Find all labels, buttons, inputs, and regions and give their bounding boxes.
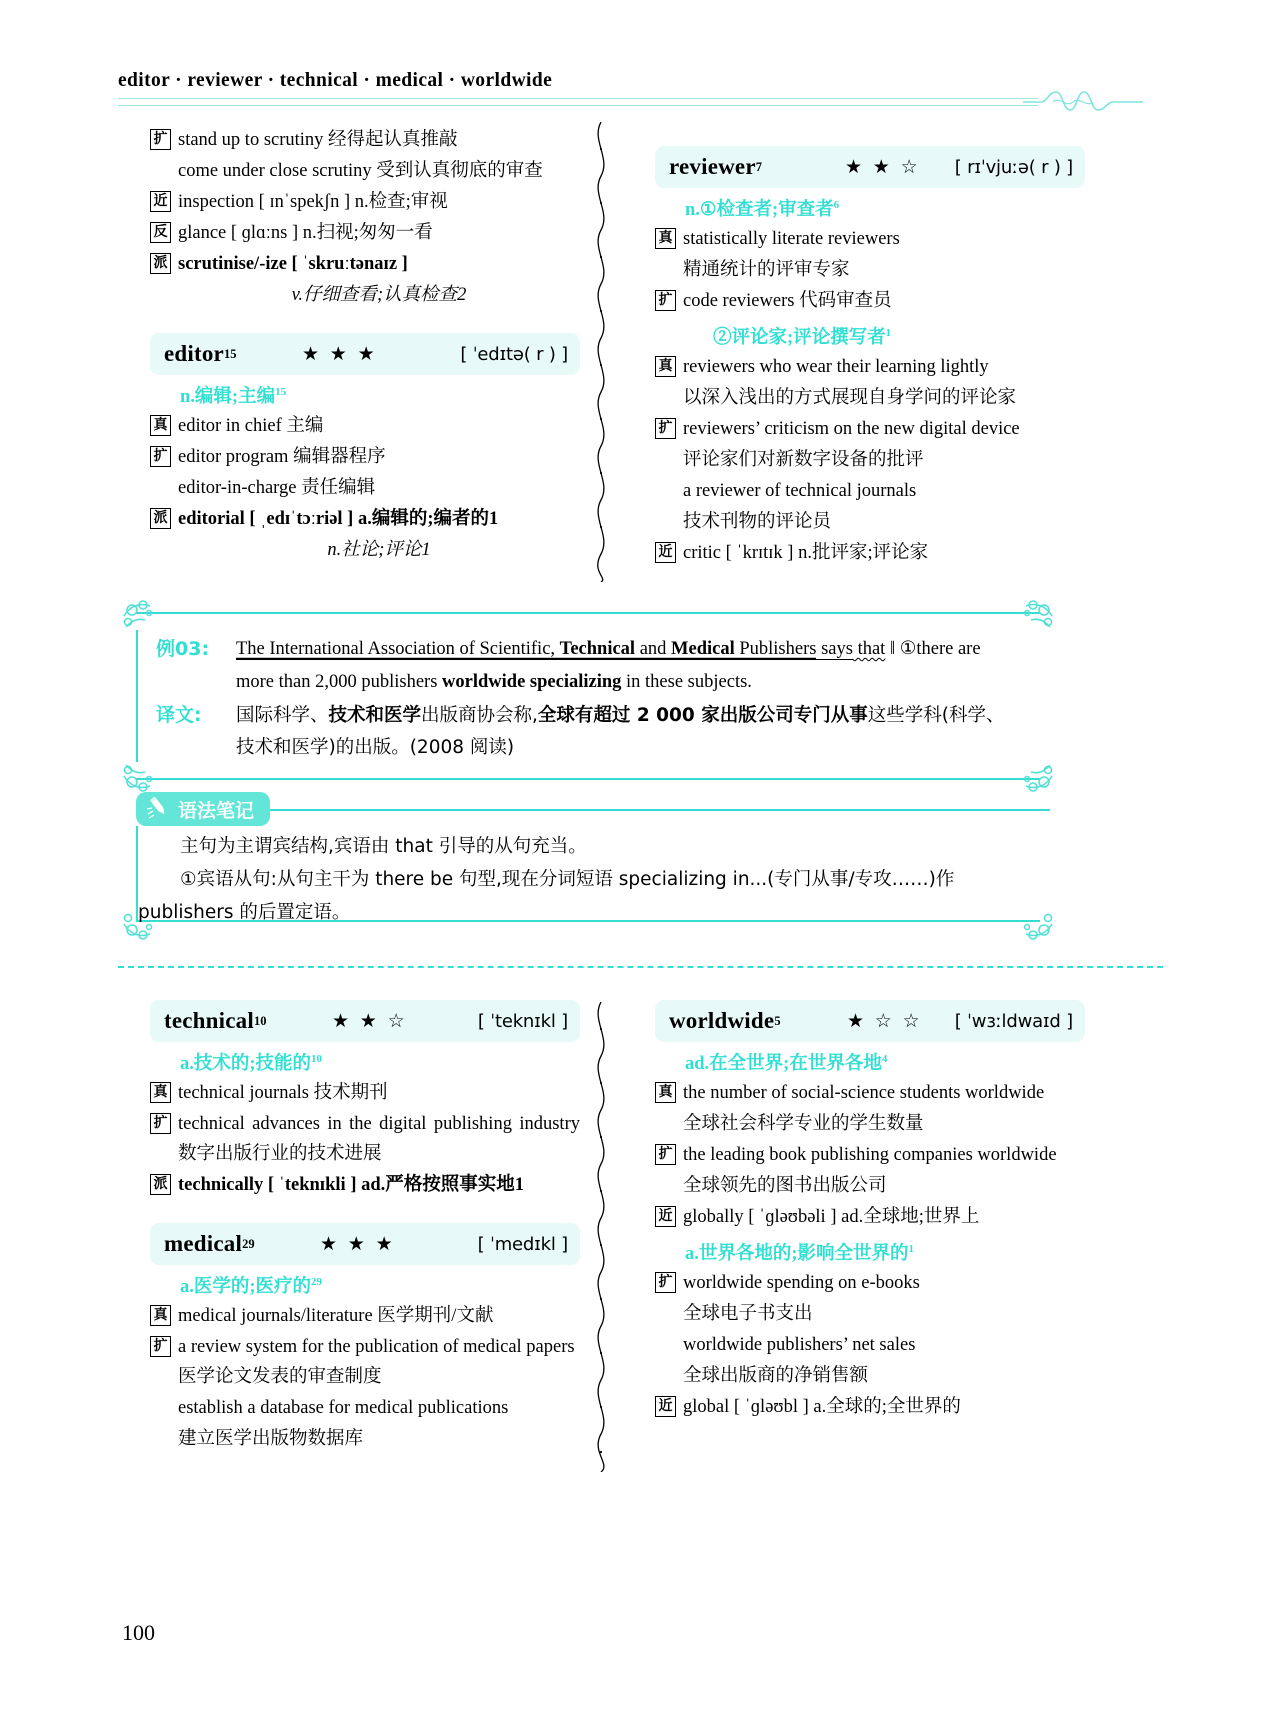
difficulty-stars: ★ ★ ☆ bbox=[845, 156, 921, 178]
definition-superscript: 29 bbox=[311, 1275, 323, 1288]
example-row bbox=[150, 411, 580, 441]
definition-text: a.世界各地的;影响全世界的 bbox=[685, 1244, 909, 1264]
difficulty-stars: ★ ★ ★ bbox=[320, 1233, 396, 1255]
example-row bbox=[150, 1170, 580, 1200]
grammar-note-box bbox=[118, 792, 1058, 944]
tag-synonym: 近 bbox=[655, 1206, 676, 1227]
definition-text: a.医学的;医疗的 bbox=[180, 1277, 312, 1297]
left-column-bottom bbox=[150, 1000, 580, 1455]
example-box-bottom-border bbox=[136, 778, 1040, 780]
example-row bbox=[655, 1109, 1085, 1139]
example-row bbox=[655, 1361, 1085, 1391]
example-label: 例03: bbox=[156, 638, 210, 660]
row-text: 评论家们对新数字设备的批评 bbox=[683, 450, 924, 470]
tag-synonym: 近 bbox=[150, 191, 171, 212]
row-text: editor program 编辑器程序 bbox=[178, 447, 386, 467]
row-text: reviewers who wear their learning lightly bbox=[683, 357, 989, 377]
entry-worldwide bbox=[655, 1000, 1085, 1422]
tag-derivative: 派 bbox=[150, 253, 171, 274]
row-text: global [ ˈɡləʊbl ] a.全球的;全世界的 bbox=[683, 1397, 961, 1417]
grammar-note-line-2: ①宾语从句:从句主干为 there be 句型,现在分词短语 specializing in...(专门从事/专攻……)作 bbox=[180, 869, 955, 890]
sense-definition bbox=[685, 195, 1085, 221]
row-text: editor in chief 主编 bbox=[178, 416, 324, 436]
sense-definition bbox=[180, 1272, 580, 1298]
example-row bbox=[150, 280, 580, 310]
grammar-note-body bbox=[138, 830, 1038, 929]
tag-synonym: 近 bbox=[655, 1396, 676, 1417]
example-row bbox=[655, 1392, 1085, 1422]
tag-derivative: 派 bbox=[150, 508, 171, 529]
example-row bbox=[655, 1140, 1085, 1170]
example-row bbox=[655, 538, 1085, 568]
example-row bbox=[655, 1202, 1085, 1232]
definition-superscript: 15 bbox=[275, 385, 287, 398]
row-text: 以深入浅出的方式展现自身学问的评论家 bbox=[683, 388, 1017, 408]
example-row bbox=[655, 352, 1085, 382]
example-row bbox=[655, 286, 1085, 316]
phonetic-transcription: [ ˈmedɪkl ] bbox=[477, 1233, 568, 1255]
example-row bbox=[655, 1299, 1085, 1329]
definition-superscript: 1 bbox=[885, 326, 892, 339]
example-row bbox=[150, 1301, 580, 1331]
row-text: 全球出版商的净销售额 bbox=[683, 1366, 869, 1386]
tag-derivative: 派 bbox=[150, 1174, 171, 1195]
example-row bbox=[150, 504, 580, 534]
example-row bbox=[150, 442, 580, 472]
left-column-top bbox=[150, 124, 580, 566]
tag-expand: 扩 bbox=[150, 129, 171, 150]
headword-bar-medical bbox=[150, 1223, 580, 1265]
example-row bbox=[150, 1393, 580, 1423]
example-verb: says bbox=[816, 639, 853, 659]
tag-authentic: 真 bbox=[150, 415, 171, 436]
example-row bbox=[150, 218, 580, 248]
example-row bbox=[150, 187, 580, 217]
definition-text: n.①检查者;审查者 bbox=[685, 200, 834, 220]
phonetic-transcription: [ ˈwɜːldwaɪd ] bbox=[954, 1010, 1073, 1032]
headword-text: reviewer bbox=[669, 154, 756, 179]
headword-bar-reviewer bbox=[655, 146, 1085, 188]
tag-authentic: 真 bbox=[150, 1305, 171, 1326]
example-row bbox=[655, 414, 1085, 444]
row-text: critic [ ˈkrɪtɪk ] n.批评家;评论家 bbox=[683, 543, 929, 563]
right-column-top bbox=[655, 146, 1085, 569]
entry-reviewer bbox=[655, 146, 1085, 568]
row-text: 建立医学出版物数据库 bbox=[178, 1429, 364, 1449]
difficulty-stars: ★ ★ ★ bbox=[302, 343, 378, 365]
tag-expand: 扩 bbox=[655, 1144, 676, 1165]
headword-bar-worldwide bbox=[655, 1000, 1085, 1042]
grammar-note-line-3: publishers 的后置定语。 bbox=[138, 902, 351, 923]
headword-text: medical bbox=[164, 1231, 243, 1256]
row-text: come under close scrutiny 受到认真彻底的审查 bbox=[178, 161, 543, 181]
definition-superscript: 4 bbox=[881, 1052, 888, 1065]
row-text: v.仔细查看;认真检查2 bbox=[291, 285, 467, 305]
phonetic-transcription: [ ˈteknɪkl ] bbox=[477, 1010, 568, 1032]
definition-superscript: 1 bbox=[908, 1242, 915, 1255]
example-row bbox=[150, 1078, 580, 1108]
example-row bbox=[150, 535, 580, 565]
row-text: worldwide spending on e-books bbox=[683, 1273, 920, 1293]
example-box bbox=[118, 612, 1058, 780]
right-column-bottom bbox=[655, 1000, 1085, 1423]
definition-text: ad.在全世界;在世界各地 bbox=[685, 1054, 882, 1074]
example-row bbox=[150, 473, 580, 503]
row-text: technical advances in the digital publishing industry 数字出版行业的技术进展 bbox=[178, 1114, 580, 1164]
headword-text: technical bbox=[164, 1008, 254, 1033]
row-text: statistically literate reviewers bbox=[683, 229, 900, 249]
headword-superscript: 15 bbox=[223, 346, 237, 361]
row-text: a review system for the publication of medical papers 医学论文发表的审查制度 bbox=[178, 1337, 575, 1387]
example-row bbox=[655, 476, 1085, 506]
tag-authentic: 真 bbox=[655, 1082, 676, 1103]
tag-expand: 扩 bbox=[150, 1113, 171, 1134]
example-row bbox=[150, 1332, 580, 1392]
translation-label: 译文: bbox=[156, 704, 202, 726]
row-text: scrutinise/-ize [ ˈskruːtənaɪz ] bbox=[178, 254, 408, 274]
example-subject-clause: The International Association of Scientific, Technical and Medical Publishers bbox=[236, 639, 817, 659]
entry-editor bbox=[150, 333, 580, 565]
example-row bbox=[655, 1078, 1085, 1108]
example-row bbox=[150, 156, 580, 186]
tag-authentic: 真 bbox=[655, 228, 676, 249]
example-row bbox=[655, 383, 1085, 413]
tag-authentic: 真 bbox=[655, 356, 676, 377]
row-text: worldwide publishers’ net sales bbox=[683, 1335, 916, 1355]
row-text: technical journals 技术期刊 bbox=[178, 1083, 388, 1103]
headword-superscript: 10 bbox=[253, 1013, 267, 1028]
row-text: 技术刊物的评论员 bbox=[683, 512, 832, 532]
sense-definition bbox=[180, 1049, 580, 1075]
row-text: establish a database for medical publications bbox=[178, 1398, 509, 1418]
header-rule bbox=[118, 98, 1038, 106]
entry-technical bbox=[150, 1000, 580, 1200]
sense-definition bbox=[685, 1049, 1085, 1075]
example-row bbox=[655, 1268, 1085, 1298]
row-text: globally [ ˈɡləʊbəli ] ad.全球地;世界上 bbox=[683, 1207, 980, 1227]
row-text: inspection [ ɪnˈspekʃn ] n.检查;审视 bbox=[178, 192, 448, 212]
sense-definition bbox=[180, 382, 580, 408]
example-row bbox=[655, 224, 1085, 254]
example-english bbox=[236, 634, 1020, 698]
example-row bbox=[150, 125, 580, 155]
example-clause-marker: ‖ ①there are bbox=[885, 639, 981, 659]
section-separator bbox=[118, 966, 1163, 968]
grammar-note-line-1: 主句为主谓宾结构,宾语由 that 引导的从句充当。 bbox=[180, 836, 587, 857]
phonetic-transcription: [ ˈedɪtə( r ) ] bbox=[460, 343, 568, 365]
headword-bar-editor bbox=[150, 333, 580, 375]
headword-text: editor bbox=[164, 341, 224, 366]
tag-synonym: 近 bbox=[655, 542, 676, 563]
scrutiny-continuation bbox=[150, 125, 580, 310]
running-header bbox=[118, 70, 1078, 92]
row-text: a reviewer of technical journals bbox=[683, 481, 917, 501]
row-text: medical journals/literature 医学期刊/文献 bbox=[178, 1306, 494, 1326]
row-text: technically [ ˈteknɪkli ] ad.严格按照事实地1 bbox=[178, 1175, 525, 1195]
row-text: code reviewers 代码审查员 bbox=[683, 291, 892, 311]
example-english-line2: more than 2,000 publishers worldwide specializing in these subjects. bbox=[236, 672, 752, 692]
row-text: glance [ ɡlɑːns ] n.扫视;匆匆一看 bbox=[178, 223, 433, 243]
grammar-note-badge bbox=[136, 792, 270, 826]
row-text: reviewers’ criticism on the new digital device bbox=[683, 419, 1020, 439]
example-bold-phrase: worldwide specializing bbox=[442, 672, 622, 692]
example-row bbox=[150, 1424, 580, 1454]
row-text: 全球电子书支出 bbox=[683, 1304, 813, 1324]
example-box-top-border bbox=[136, 612, 1040, 614]
row-text: 精通统计的评审专家 bbox=[683, 260, 850, 280]
row-text: stand up to scrutiny 经得起认真推敲 bbox=[178, 130, 458, 150]
row-text: 全球社会科学专业的学生数量 bbox=[683, 1114, 924, 1134]
example-row bbox=[150, 249, 580, 279]
difficulty-stars: ★ ★ ☆ bbox=[332, 1010, 408, 1032]
row-text: 全球领先的图书出版公司 bbox=[683, 1176, 887, 1196]
row-text: the number of social-science students worldwide bbox=[683, 1083, 1045, 1103]
phonetic-transcription: [ rɪˈvjuːə( r ) ] bbox=[954, 156, 1073, 178]
tag-expand: 扩 bbox=[655, 418, 676, 439]
row-text: n.社论;评论1 bbox=[327, 540, 431, 560]
corner-ornament-icon bbox=[118, 750, 164, 796]
row-text: editorial [ ˌedɪˈtɔːriəl ] a.编辑的;编者的1 bbox=[178, 509, 499, 529]
definition-superscript: 10 bbox=[311, 1052, 323, 1065]
tag-expand: 扩 bbox=[150, 1336, 171, 1357]
difficulty-stars: ★ ☆ ☆ bbox=[847, 1010, 923, 1032]
example-that-marker: that bbox=[852, 639, 886, 659]
headword-bar-technical bbox=[150, 1000, 580, 1042]
example-row bbox=[655, 445, 1085, 475]
row-text: the leading book publishing companies worldwide bbox=[683, 1145, 1057, 1165]
tag-expand: 扩 bbox=[150, 446, 171, 467]
headword-superscript: 29 bbox=[242, 1236, 255, 1251]
header-flourish-ornament bbox=[1023, 88, 1143, 114]
grammar-note-badge-label: 语法笔记 bbox=[178, 799, 255, 822]
headword-text: worldwide bbox=[669, 1008, 775, 1033]
tag-expand: 扩 bbox=[655, 1272, 676, 1293]
entry-medical bbox=[150, 1223, 580, 1454]
translation-text: 国际科学、技术和医学出版商协会称,全球有超过 2 000 家出版公司专门从事这些学科(科学、技术和医学)的出版。(2008 阅读) bbox=[236, 705, 1005, 758]
tag-antonym: 反 bbox=[150, 222, 171, 243]
row-text: editor-in-charge 责任编辑 bbox=[178, 478, 376, 498]
column-divider-bottom bbox=[588, 1002, 614, 1472]
grammar-note-rule bbox=[268, 809, 1050, 811]
column-divider-top bbox=[588, 122, 614, 582]
definition-text: ②评论家;评论撰写者 bbox=[713, 328, 886, 348]
tag-authentic: 真 bbox=[150, 1082, 171, 1103]
sense-definition bbox=[713, 323, 1085, 349]
example-row bbox=[655, 255, 1085, 285]
headword-superscript: 5 bbox=[774, 1013, 781, 1028]
pencil-icon bbox=[146, 795, 172, 824]
example-row bbox=[655, 1171, 1085, 1201]
example-row bbox=[655, 1330, 1085, 1360]
example-row bbox=[655, 507, 1085, 537]
page-number: 100 bbox=[122, 1620, 155, 1645]
example-box-left-border bbox=[136, 630, 138, 762]
tag-expand: 扩 bbox=[655, 290, 676, 311]
definition-text: n.编辑;主编 bbox=[180, 387, 276, 407]
example-row bbox=[150, 1109, 580, 1169]
headword-superscript: 7 bbox=[755, 159, 762, 174]
definition-superscript: 6 bbox=[833, 198, 840, 211]
running-header-title: editor · reviewer · technical · medical · worldwide bbox=[118, 70, 553, 91]
definition-text: a.技术的;技能的 bbox=[180, 1054, 312, 1074]
sense-definition bbox=[685, 1239, 1085, 1265]
